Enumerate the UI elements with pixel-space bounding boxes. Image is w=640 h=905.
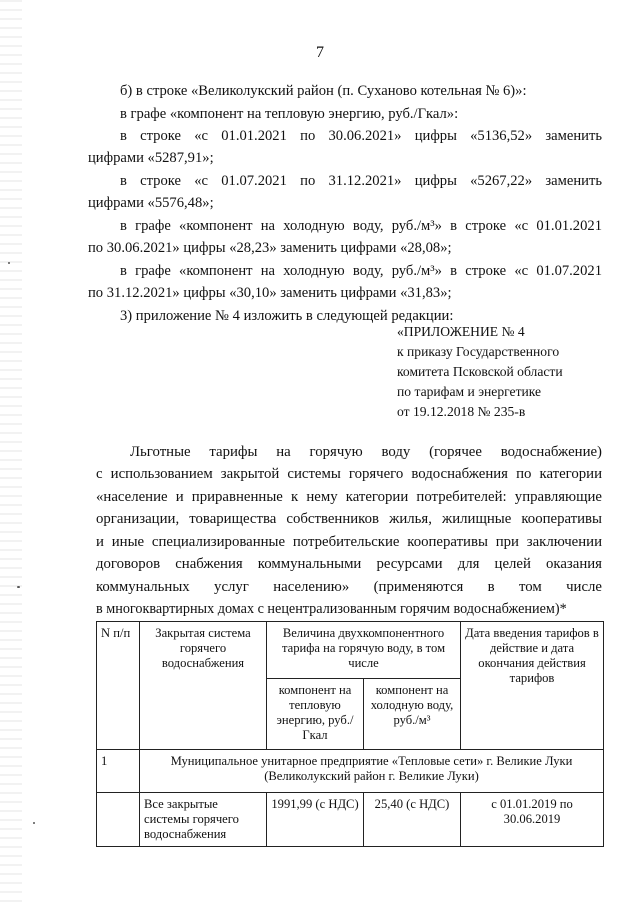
scan-edge-artifact [0, 0, 22, 905]
header-heat-component: компонент на тепловую энергию, руб./Гкал [267, 679, 364, 750]
doc-title-line: «население и приравненные к нему категории потребителей: управляющие [96, 489, 602, 505]
appendix-line: «ПРИЛОЖЕНИЕ № 4 [397, 324, 525, 339]
body-line: в графе «компонент на холодную воду, руб./м³» в строке «с 01.07.2021 [120, 263, 602, 279]
header-tariff: Величина двухкомпонентного тарифа на горячую воду, в том числе [267, 622, 461, 679]
header-num: N п/п [97, 622, 140, 750]
table-row [97, 750, 604, 793]
body-line: 3) приложение № 4 изложить в следующей редакции: [120, 308, 454, 324]
cell-water-tariff: 25,40 (с НДС) [364, 793, 461, 847]
table-header-row [97, 622, 604, 679]
body-line: цифрами «5576,48»; [88, 195, 214, 211]
scan-dot [33, 822, 35, 824]
body-line: в графе «компонент на холодную воду, руб./м³» в строке «с 01.01.2021 [120, 218, 602, 234]
row-num-empty [97, 793, 140, 847]
header-water-component: компонент на холодную воду, руб./м³ [364, 679, 461, 750]
scan-dot [17, 586, 20, 588]
body-line: б) в строке «Великолукский район (п. Суханово котельная № 6)»: [120, 83, 527, 99]
body-line: в строке «с 01.01.2021 по 30.06.2021» цифры «5136,52» заменить [120, 128, 602, 144]
row-num: 1 [97, 750, 140, 793]
body-line: в графе «компонент на тепловую энергию, руб./Гкал»: [120, 106, 459, 122]
doc-title-line: организации, товарищества собственников жилья, жилищные кооперативы [96, 511, 602, 527]
appendix-line: по тарифам и энергетике [397, 384, 542, 399]
body-line: по 31.12.2021» цифры «30,10» заменить цифрами «31,83»; [88, 285, 452, 301]
cell-period: с 01.01.2019 по 30.06.2019 [461, 793, 604, 847]
tariff-table [96, 621, 604, 847]
appendix-reference [397, 322, 563, 422]
appendix-line: комитета Псковской области [397, 364, 563, 379]
table-row [97, 793, 604, 847]
appendix-line: от 19.12.2018 № 235-в [397, 404, 526, 419]
header-system: Закрытая система горячего водоснабжения [140, 622, 267, 750]
doc-title-line: коммунальных услуг населению» (применяются в том числе [96, 579, 602, 595]
page-number: 7 [316, 44, 324, 61]
doc-title-line: Льготные тарифы на горячую воду (горячее водоснабжение) [130, 444, 602, 460]
body-line: в строке «с 01.07.2021 по 31.12.2021» цифры «5267,22» заменить [120, 173, 602, 189]
scan-dot [8, 262, 10, 264]
body-line: цифрами «5287,91»; [88, 150, 214, 166]
doc-title-line: с использованием закрытой системы горячего водоснабжения по категории [96, 466, 602, 482]
header-dates: Дата введения тарифов в действие и дата окончания действия тарифов [461, 622, 604, 750]
doc-title-line: договоров снабжения коммунальными ресурсами для целей оказания [96, 556, 602, 572]
cell-system: Все закрытые системы горячего водоснабжения [140, 793, 267, 847]
appendix-line: к приказу Государственного [397, 344, 560, 359]
doc-title-line: и иные специализированные потребительские кооперативы при заключении [96, 534, 602, 550]
body-line: по 30.06.2021» цифры «28,23» заменить цифрами «28,08»; [88, 240, 452, 256]
cell-heat-tariff: 1991,99 (с НДС) [267, 793, 364, 847]
row-organization: Муниципальное унитарное предприятие «Тепловые сети» г. Великие Луки (Великолукский район г. Великие Луки) [140, 750, 604, 793]
doc-title-line: в многоквартирных домах с нецентрализованным горячим водоснабжением)* [96, 601, 567, 617]
